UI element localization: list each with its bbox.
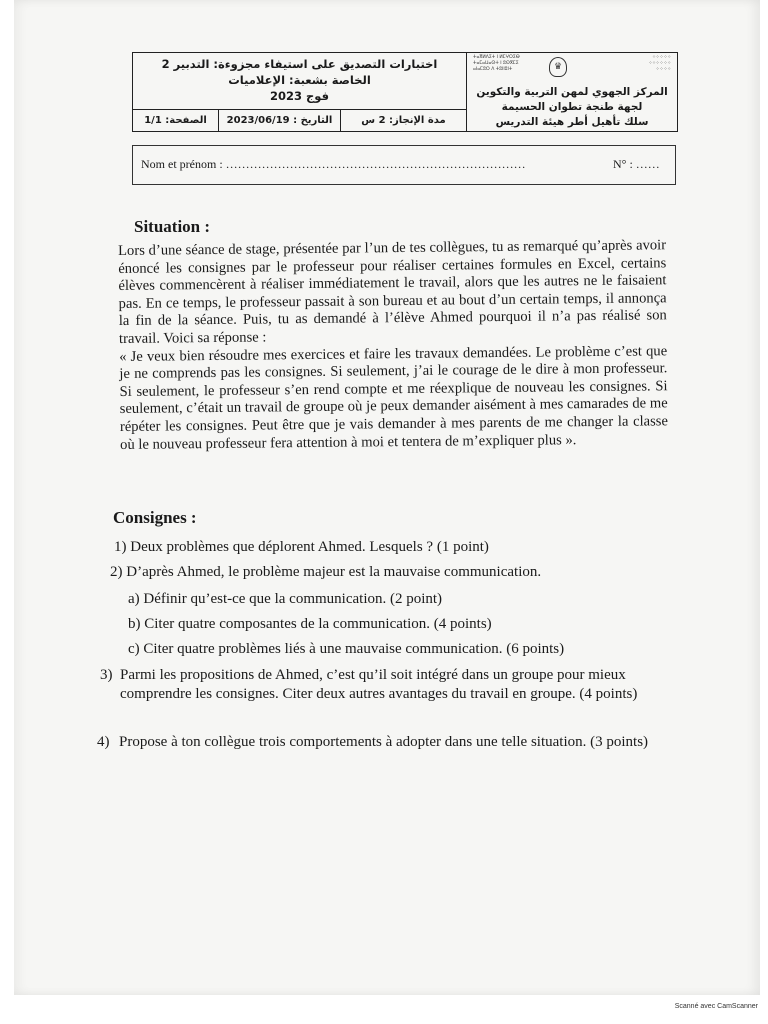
situation-heading: Situation : — [134, 217, 211, 236]
situation-paragraph-1: Lors d’une séance de stage, présentée par l’un de tes collègues, tu as remarqué qu’après avoir énoncé les consignes par le professeur pour réaliser certaines formules en Excel, certains élèves commencèrent à réaliser immédiatement le travail, alors que les autres ne le faisaient pas. En ce temps, le professeur passait à son bureau et au bout d’un certain temps, il annonça la fin de la séance. Puis, tu as demandé à l’élève Ahmed pourquoi il n’a pas réalisé son travail. Voici sa réponse : — [118, 237, 667, 347]
question-2a: a) Définir qu’est-ce que la communication. (2 point) — [128, 591, 443, 607]
situation-paragraph-2: « Je veux bien résoudre mes exercices et faire les travaux demandées. Le problème c’est que je ne comprends pas les consignes. Si seulement, j’ai le courage de le dire à mon professeur. Si seulement, le professeur s’en rend compte et me réexplique de nouveau les consignes. Si seulement, c’était un travail de groupe où je peux demander aisément à mes camarades de me répéter les consignes. Peut être que je vais demander à mes parents de me changer la classe où le nouveau professeur fera attention à moi et tentera de m’expliquer plus ». — [119, 342, 668, 453]
exam-date: التاريخ : 2023/06/19 — [219, 110, 341, 131]
consignes-heading: Consignes : — [113, 508, 197, 527]
exam-title-line-2: الخاصة بشعبة: الإعلاميات — [228, 73, 371, 87]
exam-duration: مدة الإنجاز: 2 س — [341, 110, 467, 131]
question-1: 1) Deux problèmes que déplorent Ahmed. Lesquels ? (1 point) — [114, 539, 489, 555]
question-4-text: Propose à ton collègue trois comportements à adopter dans une telle situation. (3 points) — [119, 734, 649, 750]
ministry-logo-tifinagh: ⵜⴰⴳⵍⴷⵉⵜ ⵏ ⵍⵎⵖⵔⵉⴱ ⵜⴰⵎⴰⵡⴰⵙⵜ ⵏ ⵓⵙⴳⵎⵉ ⴰⵏⴰⵎⵓⵔ ⴷ ⵜⵓⵏⵏⵓⵏⵜ — [473, 55, 520, 72]
institution-line-3: سلك تأهيل أطر هيئة التدريس — [495, 116, 649, 128]
exam-title-line-3: فوج 2023 — [269, 89, 330, 103]
institution-line-2: لجهة طنجة تطوان الحسيمة — [501, 101, 643, 113]
number-field-label: N° : …… — [613, 157, 660, 171]
question-3 — [100, 666, 664, 704]
question-3-text: Parmi les propositions de Ahmed, c’est qu’il soit intégré dans un groupe pour mieux comprendre les consignes. Citer deux autres avantages du travail en groupe. (4 points) — [120, 667, 638, 702]
question-4-number: 4) — [97, 734, 110, 750]
institution-name — [467, 85, 677, 130]
student-name-box — [132, 145, 676, 185]
question-3-number: 3) — [100, 667, 113, 683]
name-field-label: Nom et prénom : ………………………………………………………………… — [141, 157, 526, 171]
scanner-footer: Scanné avec CamScanner — [674, 1003, 758, 1010]
situation-text — [118, 237, 668, 454]
question-2c: c) Citer quatre problèmes liés à une mauvaise communication. (6 points) — [128, 641, 565, 657]
exam-header-table — [132, 52, 678, 132]
kingdom-seal-icon: ♛ — [549, 57, 567, 77]
page-number: الصفحة: 1/1 — [133, 110, 219, 131]
exam-title — [133, 53, 467, 110]
question-2: 2) D’après Ahmed, le problème majeur est la mauvaise communication. — [110, 564, 542, 580]
ministry-logo-text: ⁘⁘⁘⁘⁘ ⁘⁘⁘⁘⁘⁘ ⁘⁘⁘⁘ — [648, 55, 671, 72]
institution-cell — [467, 53, 677, 131]
institution-line-1: المركز الجهوي لمهن التربية والتكوين — [476, 86, 668, 98]
exam-title-line-1: اختبارات التصديق على استيفاء مجزوءة: التدبير 2 — [161, 57, 438, 71]
question-4 — [97, 733, 663, 752]
question-2b: b) Citer quatre composantes de la communication. (4 points) — [128, 616, 492, 632]
